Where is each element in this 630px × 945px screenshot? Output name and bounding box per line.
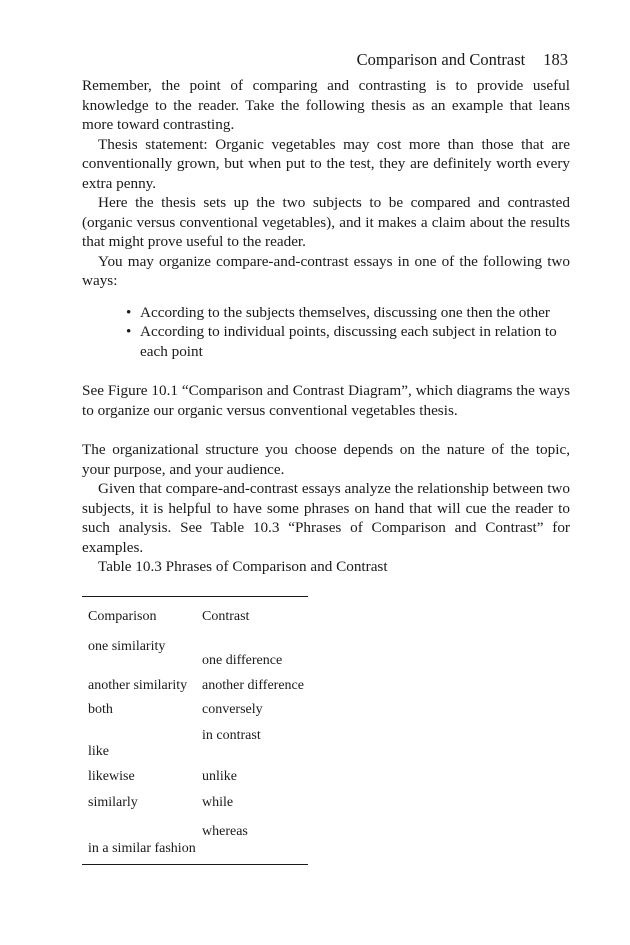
- bullet-icon: •: [126, 323, 132, 340]
- table-cell: in a similar fashion: [88, 841, 196, 856]
- table-cell: in contrast: [202, 727, 261, 743]
- list-item: • According to individual points, discussing each subject in relation to each point: [126, 323, 557, 360]
- figure-reference: See Figure 10.1 “Comparison and Contrast Diagram”, which diagrams the ways to organize our organic versus conventional vegetables thesis.: [82, 382, 570, 419]
- table-cell: one difference: [202, 653, 283, 668]
- table-header-row: [82, 596, 308, 633]
- phrases-table: [82, 596, 308, 865]
- column-header: Contrast: [202, 608, 250, 624]
- column-header: Comparison: [88, 608, 157, 624]
- running-header: [357, 50, 568, 70]
- table-cell: unlike: [202, 768, 237, 784]
- paragraph: Here the thesis sets up the two subjects to be compared and contrasted (organic versus conventional vegetables), and it makes a claim about the results that might prove useful to the reader.: [82, 194, 570, 250]
- table-cell: whereas: [202, 823, 248, 839]
- table-cell: while: [202, 794, 234, 810]
- table-cell: another difference: [202, 677, 304, 693]
- table-row: [82, 673, 308, 699]
- paragraph: Given that compare-and-contrast essays analyze the relationship between two subjects, it is helpful to have some phrases on hand that will cue the reader to such analysis. See Table 10.3 “Phrases of Comparison and Contrast” for examples.: [82, 480, 570, 556]
- table-caption: Table 10.3 Phrases of Comparison and Contrast: [98, 558, 388, 575]
- bullet-icon: •: [126, 303, 132, 321]
- table-cell: both: [88, 702, 113, 718]
- paragraph: Remember, the point of comparing and contrasting is to provide useful knowledge to the reader. Take the following thesis as an example that leans more toward contrasting.: [82, 77, 570, 133]
- table-row: [82, 722, 308, 764]
- table-row: [82, 816, 308, 865]
- list-item: • According to the subjects themselves, discussing one then the other: [126, 303, 550, 321]
- table-cell: similarly: [88, 794, 138, 810]
- organization-list: [82, 303, 570, 362]
- table-cell: another similarity: [88, 677, 188, 693]
- table-row: [82, 790, 308, 816]
- paragraph: The organizational structure you choose depends on the nature of the topic, your purpose, and your audience.: [82, 441, 570, 478]
- table-cell: one similarity: [88, 638, 166, 654]
- table-cell: conversely: [202, 702, 263, 718]
- table-row: [82, 633, 308, 673]
- table-row: [82, 764, 308, 790]
- thesis-paragraph: Thesis statement: Organic vegetables may cost more than those that are conventionally grown, but when put to the test, they are definitely worth every extra penny.: [82, 135, 570, 192]
- page-number: 183: [543, 50, 568, 69]
- paragraph: You may organize compare-and-contrast essays in one of the following two ways:: [82, 252, 570, 289]
- table-row: [82, 699, 308, 722]
- table-cell: like: [88, 744, 109, 759]
- page-body: [82, 76, 570, 865]
- table-cell: likewise: [88, 768, 135, 784]
- header-title: Comparison and Contrast: [356, 50, 526, 69]
